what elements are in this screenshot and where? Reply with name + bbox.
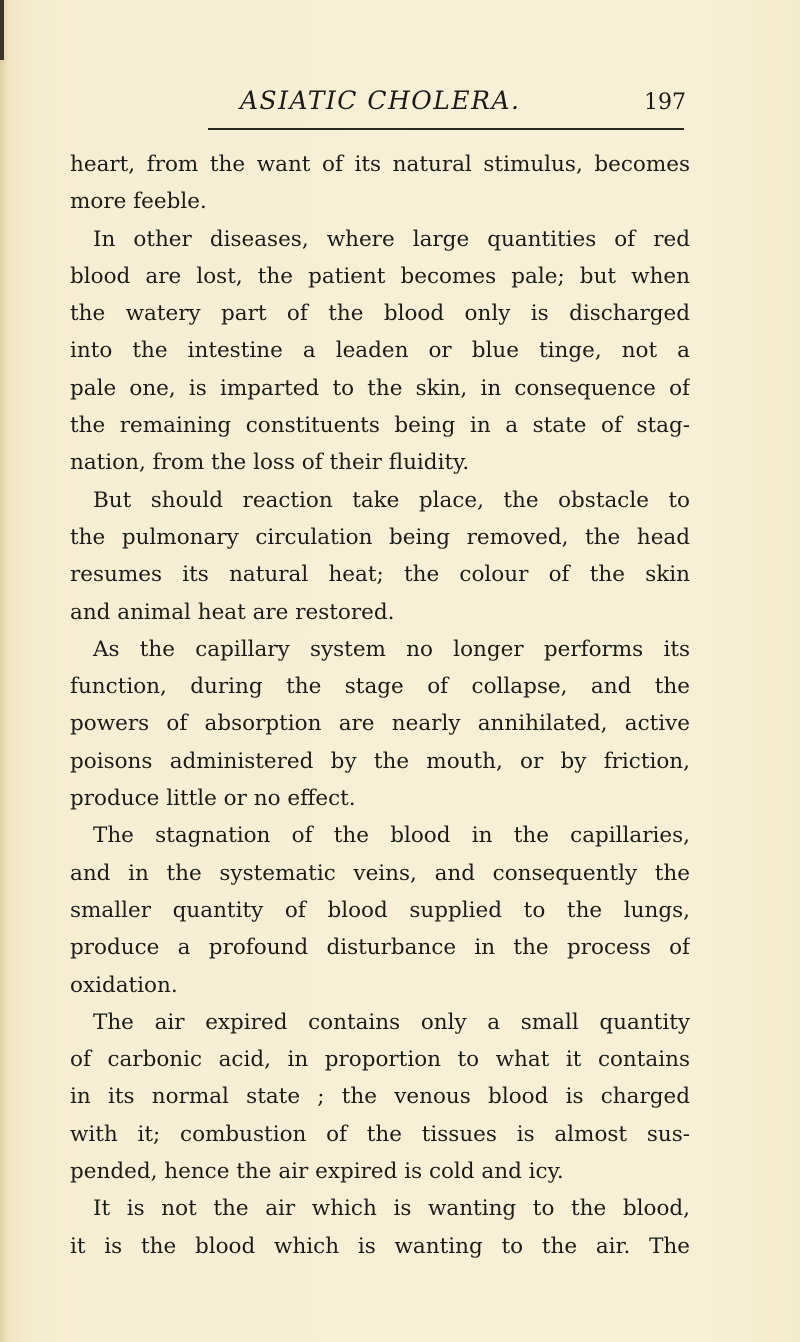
text-line: it is the blood which is wanting to the air. The <box>70 1233 690 1259</box>
text-line: produce little or no effect. <box>70 786 356 812</box>
binding-edge <box>0 0 4 60</box>
text-line: The air expired contains only a small quantity <box>93 1009 690 1035</box>
text-line: heart, from the want of its natural stimulus, becomes <box>70 152 690 177</box>
header-rule <box>208 128 684 130</box>
page-gutter <box>0 0 8 1342</box>
text-line: more feeble. <box>70 189 207 215</box>
text-line: the watery part of the blood only is discharged <box>70 301 690 327</box>
text-line: nation, from the loss of their fluidity. <box>70 450 470 476</box>
text-line: powers of absorption are nearly annihilated, active <box>70 711 690 737</box>
text-line: resumes its natural heat; the colour of the skin <box>70 562 690 588</box>
text-line: blood are lost, the patient becomes pale; but when <box>70 263 690 289</box>
text-line: of carbonic acid, in proportion to what it contains <box>70 1047 690 1073</box>
text-line: and in the systematic veins, and consequently the <box>70 860 690 886</box>
text-line: oxidation. <box>70 972 178 998</box>
running-header <box>196 76 686 116</box>
text-line: poisons administered by the mouth, or by friction, <box>70 748 690 774</box>
text-line: function, during the stage of collapse, and the <box>70 674 690 700</box>
body-text <box>70 146 690 1265</box>
text-line: in its normal state ; the venous blood is charged <box>70 1084 690 1110</box>
text-line: smaller quantity of blood supplied to the lungs, <box>70 897 690 923</box>
text-line: pale one, is imparted to the skin, in consequence of <box>70 375 690 401</box>
text-line: As the capillary system no longer performs its <box>93 636 690 662</box>
text-line: But should reaction take place, the obstacle to <box>93 487 690 513</box>
running-title: ASIATIC CHOLERA. <box>240 86 521 115</box>
text-line: It is not the air which is wanting to the blood, <box>93 1196 690 1222</box>
text-line: pended, hence the air expired is cold and icy. <box>70 1159 564 1185</box>
text-line: the pulmonary circulation being removed, the head <box>70 524 690 550</box>
page-number: 197 <box>644 90 686 115</box>
text-line: and animal heat are restored. <box>70 599 395 625</box>
text-line: the remaining constituents being in a state of stag- <box>70 413 690 439</box>
text-line: In other diseases, where large quantities of red <box>93 226 690 252</box>
text-line: with it; combustion of the tissues is almost sus- <box>70 1121 690 1147</box>
text-line: produce a profound disturbance in the process of <box>70 935 690 961</box>
text-line: into the intestine a leaden or blue tinge, not a <box>70 338 690 364</box>
text-line: The stagnation of the blood in the capillaries, <box>93 823 690 849</box>
